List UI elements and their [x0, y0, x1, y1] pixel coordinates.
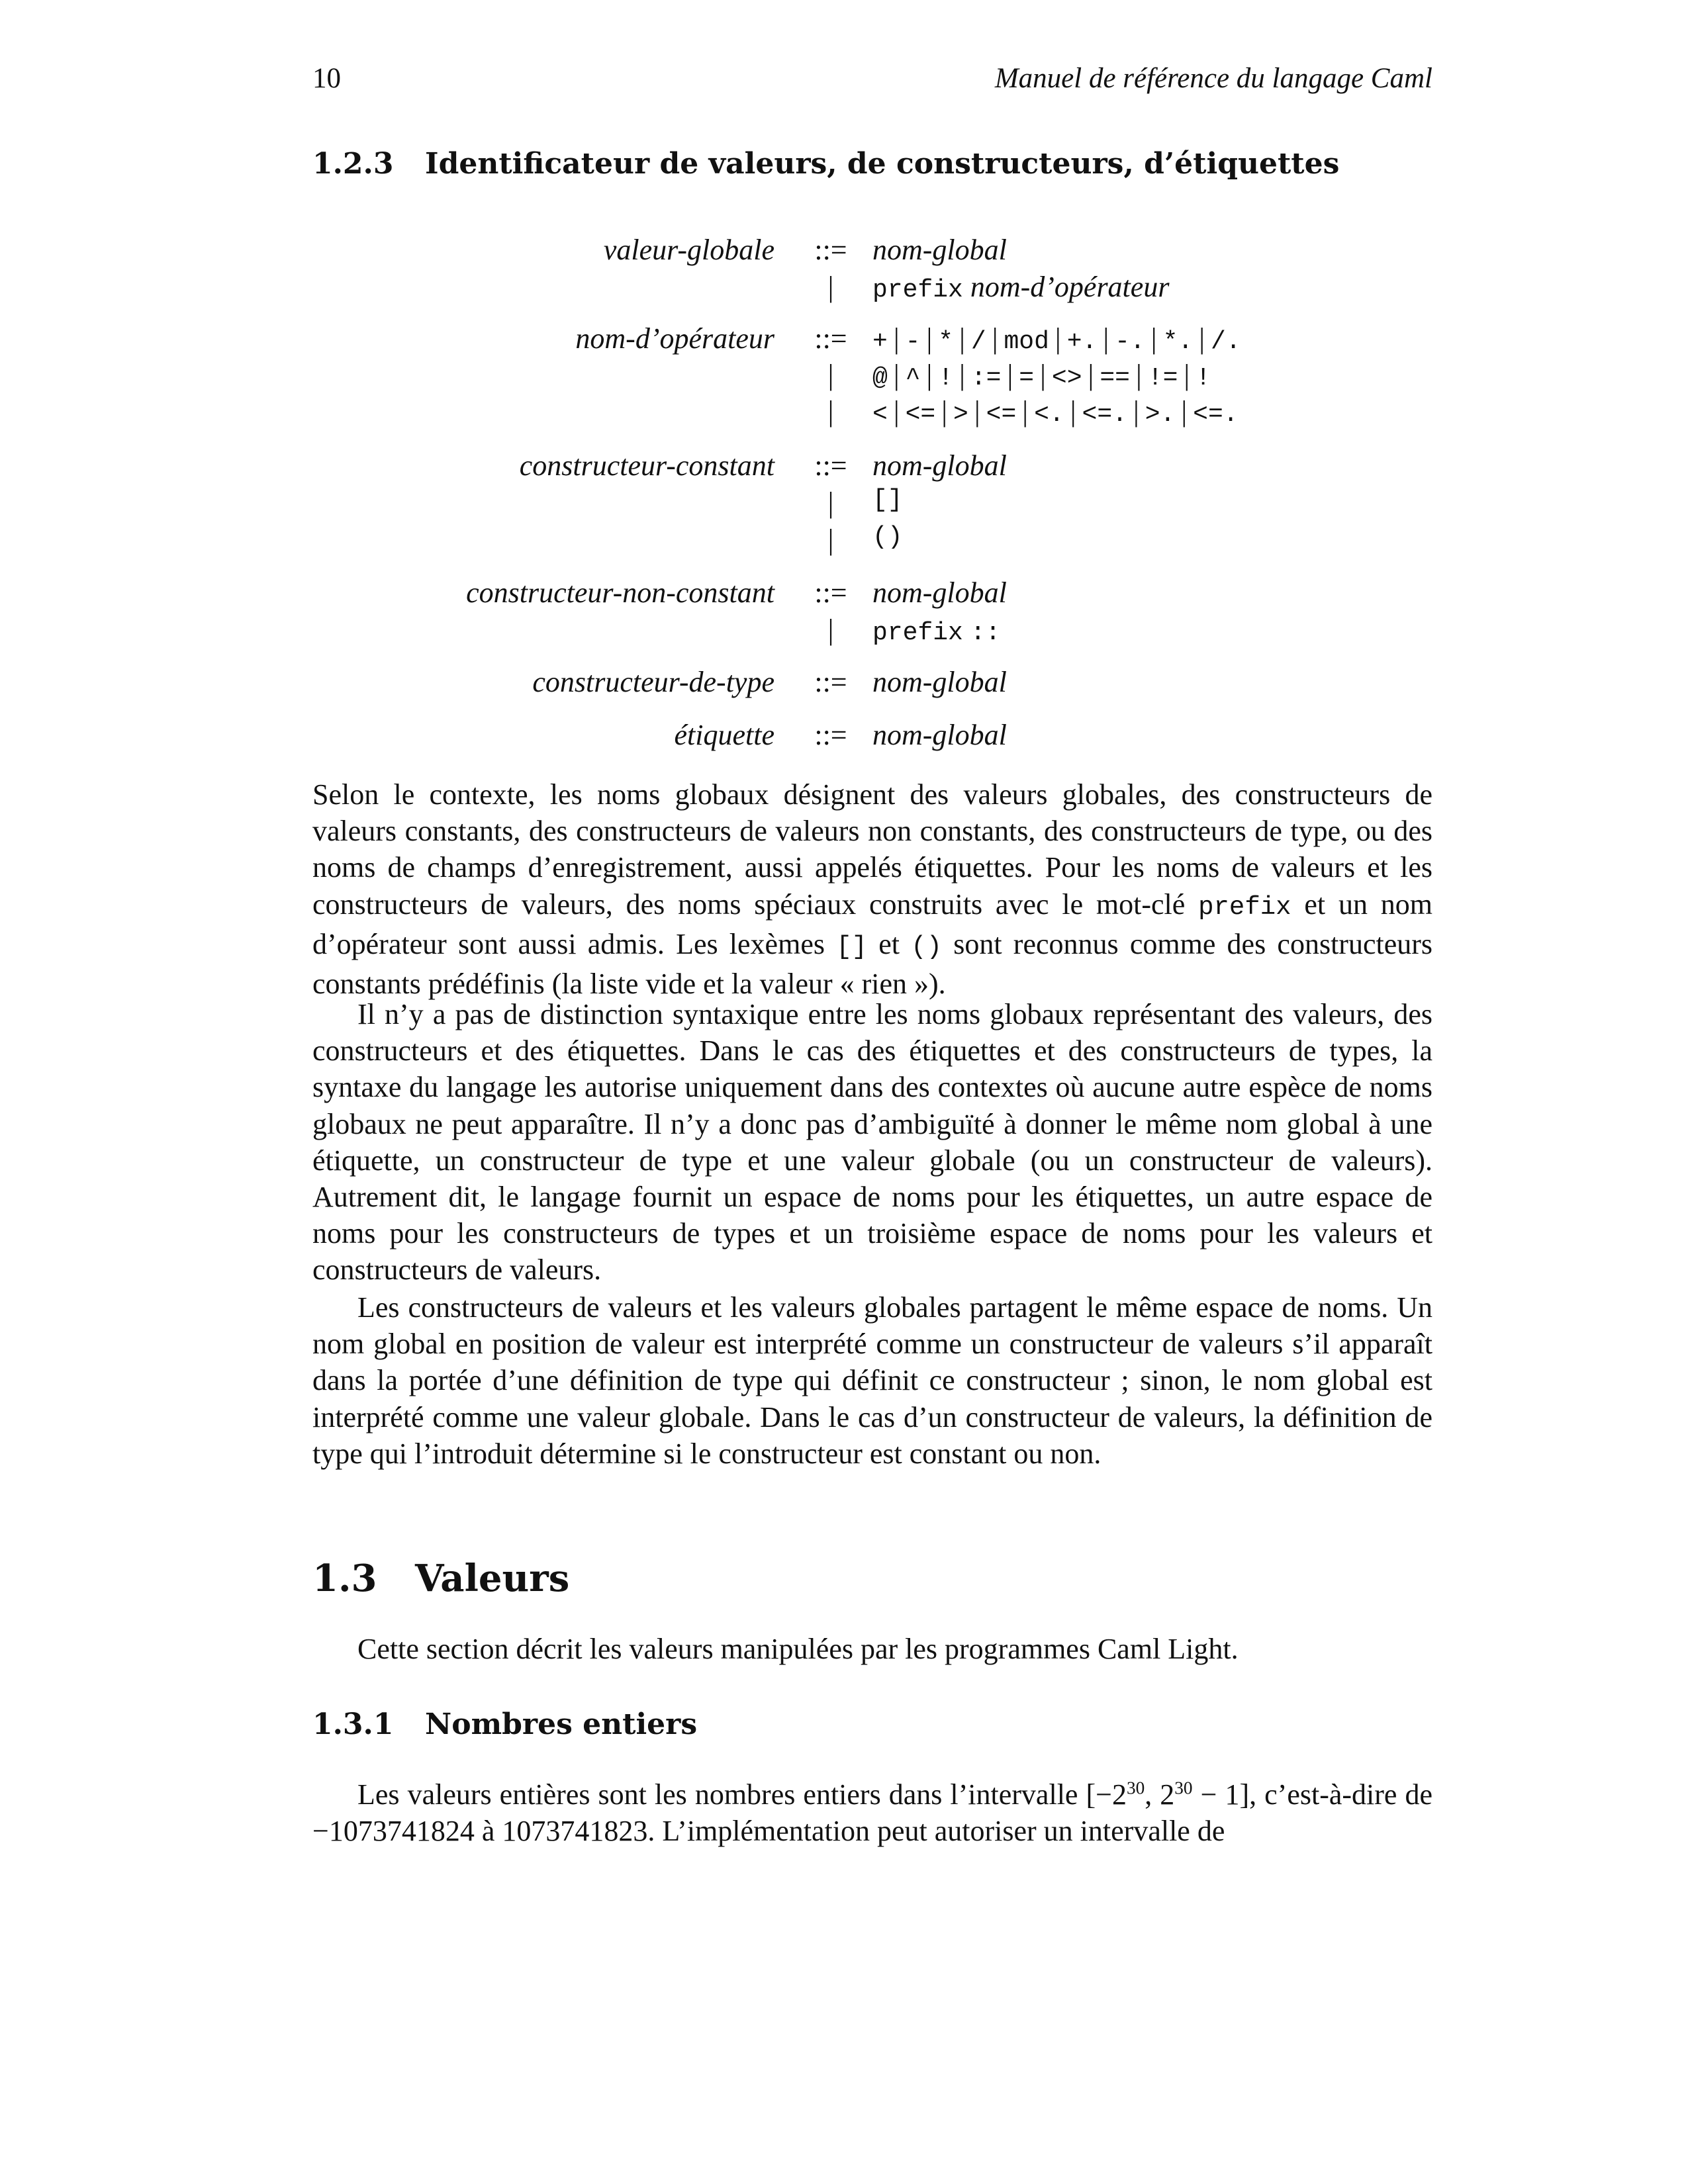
section-heading-1-2-3 [312, 147, 1339, 181]
grammar-alt-bar: | [1088, 359, 1094, 391]
grammar-alt-bar: | [827, 359, 834, 391]
grammar-lhs: constructeur-constant [519, 449, 774, 482]
grammar-alt-bar: | [1184, 359, 1190, 391]
grammar-rhs: nom-global [872, 234, 1007, 266]
grammar-alt-line [0, 486, 1688, 523]
operator-token: mod [1004, 328, 1049, 356]
section-number: 1.2.3 [312, 147, 394, 181]
grammar-lhs: étiquette [674, 719, 774, 751]
grammar-alt-bar: | [1007, 359, 1013, 391]
operator-token: >. [1145, 400, 1176, 429]
operator-token: / [970, 328, 986, 356]
grammar-alt-line [0, 358, 1688, 395]
grammar-alt-bar: | [1199, 322, 1205, 355]
grammar-alt-line [0, 523, 1688, 560]
operator-token: -. [1115, 328, 1145, 356]
operator-row-1 [872, 322, 1241, 356]
paragraph-text: et [878, 927, 900, 960]
operator-token: @ [872, 364, 888, 392]
grammar-alt-bar: | [941, 395, 948, 428]
inline-code: prefix [1198, 892, 1291, 922]
operator-token: +. [1066, 328, 1098, 356]
grammar-defines: ::= [814, 719, 847, 751]
body-paragraph-1 [312, 776, 1432, 1002]
operator-row-2 [872, 358, 1211, 392]
grammar-terminal: [] [872, 486, 903, 514]
grammar-alt-bar: | [1103, 322, 1109, 355]
grammar-alt-bar: | [1150, 322, 1157, 355]
operator-token: /. [1211, 328, 1241, 356]
operator-token: < [872, 400, 888, 429]
grammar-alt-bar: | [1055, 322, 1061, 355]
grammar-alt-line [0, 270, 1688, 307]
grammar-alt-bar: | [827, 523, 834, 556]
operator-token: + [872, 328, 888, 356]
grammar-keyword: prefix [872, 276, 963, 304]
grammar-rule-constructeur-non-constant [0, 576, 1688, 613]
grammar-alt-bar: | [1181, 395, 1188, 428]
grammar-rule-nom-operateur [0, 322, 1688, 359]
section-title: Nombres entiers [425, 1707, 698, 1741]
inline-code: [] [836, 932, 867, 962]
exponent: 30 [1126, 1778, 1145, 1798]
grammar-rule-constructeur-de-type [0, 665, 1688, 702]
grammar-alt-line [0, 613, 1688, 650]
paragraph-text: Selon le contexte, les noms globaux désignent des valeurs globales, des constructeurs de valeurs constants, des constructeurs de valeurs non constants, des constructeurs de type, ou des noms de champs d’enregistrement, aussi appelés étiquettes. Pour les noms de valeurs et les constructeurs de valeurs, des noms spéciaux construits avec le mot-clé [312, 778, 1432, 921]
grammar-rhs: nom-global [872, 666, 1007, 698]
grammar-alt-bar: | [893, 395, 900, 428]
operator-token: ! [1196, 364, 1211, 392]
inline-code: () [911, 932, 943, 962]
running-title: Manuel de référence du langage Caml [994, 63, 1432, 94]
operator-token: <> [1051, 364, 1082, 392]
grammar-alt-bar: | [827, 614, 834, 646]
operator-row-3 [872, 394, 1239, 429]
grammar-alt-bar: | [1135, 359, 1142, 391]
paragraph-text: − 1], c’est-à-dire de −1073741824 à 1073741823. L’implémentation peut autoriser un intervalle de [312, 1778, 1433, 1848]
grammar-rhs: nom-global [872, 576, 1007, 609]
grammar-rule-valeur-globale [0, 233, 1688, 270]
running-header [312, 62, 1432, 102]
section-title: Valeurs [415, 1557, 570, 1600]
grammar-rhs: nom-global [872, 449, 1007, 482]
section-title: Identificateur de valeurs, de constructeurs, d’étiquettes [425, 147, 1340, 181]
grammar-lhs: constructeur-de-type [532, 666, 774, 698]
section-number: 1.3 [312, 1557, 377, 1600]
page-number: 10 [312, 63, 341, 94]
grammar-lhs: constructeur-non-constant [466, 576, 774, 609]
grammar-defines: ::= [814, 576, 847, 609]
operator-token: <=. [1082, 400, 1127, 429]
body-paragraph-entiers [312, 1776, 1432, 1849]
paragraph-text: sont reconnus comme des constructeurs constants prédéfinis (la liste vide et la valeur « rien »). [312, 927, 1433, 1001]
operator-token: ^ [905, 364, 921, 392]
grammar-alt-bar: | [1070, 395, 1076, 428]
grammar-keyword: prefix [872, 619, 963, 647]
exponent: 30 [1174, 1778, 1193, 1798]
grammar-defines: ::= [814, 322, 847, 355]
grammar-alt-bar: | [893, 359, 900, 391]
paragraph-text: , 2 [1145, 1778, 1175, 1811]
grammar-terminal: :: [970, 619, 1001, 647]
grammar-nonterminal: nom-d’opérateur [970, 271, 1170, 303]
grammar-alt-bar: | [1040, 359, 1046, 391]
grammar-terminal: () [872, 523, 903, 551]
operator-token: != [1147, 364, 1178, 392]
grammar-alt-bar: | [827, 486, 834, 519]
grammar-alt-bar: | [827, 271, 834, 303]
section-heading-1-3-1 [312, 1707, 697, 1741]
grammar-alt-bar: | [959, 359, 965, 391]
grammar-defines: ::= [814, 234, 847, 266]
operator-token: == [1100, 364, 1130, 392]
operator-token: ! [938, 364, 954, 392]
grammar-alt-bar: | [1133, 395, 1139, 428]
grammar-alt-bar: | [959, 322, 965, 355]
grammar-alt-bar: | [1022, 395, 1029, 428]
grammar-lhs: nom-d’opérateur [575, 322, 774, 355]
grammar-alt-bar: | [827, 395, 834, 428]
grammar-alt-line [0, 394, 1688, 432]
operator-token: <= [905, 400, 936, 429]
grammar-alt-bar: | [974, 395, 980, 428]
paragraph-text: Les valeurs entières sont les nombres entiers dans l’intervalle [−2 [357, 1778, 1127, 1811]
grammar-alt-bar: | [926, 322, 933, 355]
operator-token: *. [1162, 328, 1194, 356]
paragraph-text: et un nom d’opérateur sont aussi admis. Les lexèmes [312, 887, 1433, 960]
operator-token: <. [1034, 400, 1064, 429]
operator-token: - [905, 328, 921, 356]
body-paragraph-3: Les constructeurs de valeurs et les valeurs globales partagent le même espace de noms. Un nom global en position de valeur est interprété comme un constructeur de valeurs s’il apparaît dans la portée d’une définition de type qui définit ce constructeur ; sinon, le nom global est interprété comme une valeur globale. Dans le cas d’un constructeur de valeurs, la définition de type qui l’introduit détermine si le constructeur est constant ou non. [312, 1291, 1432, 1470]
operator-token: * [938, 328, 954, 356]
grammar-alt-bar: | [926, 359, 933, 391]
operator-token: <=. [1193, 400, 1239, 429]
grammar-alt-bar: | [893, 322, 900, 355]
section-number: 1.3.1 [312, 1707, 394, 1741]
grammar-defines: ::= [814, 666, 847, 698]
operator-token: := [970, 364, 1002, 392]
section-heading-1-3 [312, 1557, 569, 1600]
grammar-rule-constructeur-constant [0, 449, 1688, 486]
operator-token: = [1019, 364, 1035, 392]
grammar-alt-bar: | [992, 322, 998, 355]
section-intro: Cette section décrit les valeurs manipulées par les programmes Caml Light. [357, 1633, 1239, 1665]
operator-token: <= [986, 400, 1017, 429]
body-paragraph-2: Il n’y a pas de distinction syntaxique entre les noms globaux représentant des valeurs, des constructeurs et des étiquettes. Dans le cas des étiquettes et des constructeurs de types, la syntaxe du langage les autorise uniquement dans des contextes où aucune autre espèce de noms globaux ne peut apparaître. Il n’y a donc pas d’ambiguïté à donner le même nom global à une étiquette, un constructeur de type et une valeur globale (ou un constructeur de valeurs). Autrement dit, le langage fournit un espace de noms pour les étiquettes, un autre espace de noms pour les constructeurs de types et un troisième espace de noms pour les valeurs et constructeurs de valeurs. [312, 998, 1432, 1287]
grammar-rule-etiquette [0, 718, 1688, 755]
grammar-defines: ::= [814, 449, 847, 482]
grammar-lhs: valeur-globale [603, 234, 774, 266]
grammar-rhs: nom-global [872, 719, 1007, 751]
operator-token: > [953, 400, 968, 429]
